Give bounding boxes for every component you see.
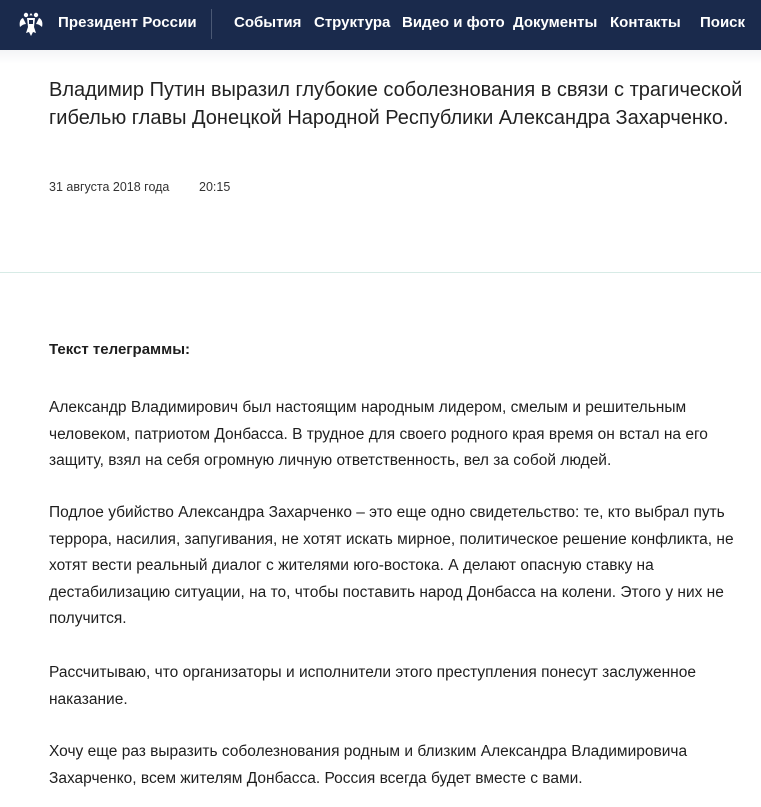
header-shadow	[0, 50, 761, 64]
header-divider	[211, 9, 212, 39]
article-title: Владимир Путин выразил глубокие соболезнования в связи с трагической гибелью главы Донецкой Народной Республики Александра Захарченко.	[49, 79, 743, 129]
article-date: 31 августа 2018 года	[49, 180, 170, 194]
content-divider	[0, 272, 761, 273]
telegram-subheading: Текст телеграммы:	[49, 341, 191, 358]
site-brand-link[interactable]: Президент России	[58, 14, 197, 31]
double-headed-eagle-icon[interactable]	[18, 9, 44, 39]
top-navigation-bar	[0, 0, 761, 50]
nav-item-contacts[interactable]: Контакты	[610, 14, 681, 31]
nav-item-events[interactable]: События	[234, 14, 302, 31]
article-paragraph: Александр Владимирович был настоящим народным лидером, смелым и решительным человеком, патриотом Донбасса. В трудное для своего родного края время он встал на его защиту, взял на себя огромную личную ответственность, вел за собой людей.	[49, 399, 708, 469]
article-paragraph: Подлое убийство Александра Захарченко – это еще одно свидетельство: те, кто выбрал путь террора, насилия, запугивания, не хотят искать мирное, политическое решение конфликта, не хотят вести реальный диалог с жителями юго-востока. А делают опасную ставку на дестабилизацию ситуации, на то, чтобы поставить народ Донбасса на колени. Этого у них не получится.	[49, 504, 734, 627]
article-time: 20:15	[199, 180, 231, 194]
nav-item-documents[interactable]: Документы	[513, 14, 598, 31]
nav-item-video-photo[interactable]: Видео и фото	[402, 14, 505, 31]
article-paragraph: Рассчитываю, что организаторы и исполнители этого преступления понесут заслуженное наказание.	[49, 664, 696, 708]
article-meta	[49, 180, 231, 194]
nav-item-structure[interactable]: Структура	[314, 14, 391, 31]
article-paragraph: Хочу еще раз выразить соболезнования родным и близким Александра Владимировича Захарченко, всем жителям Донбасса. Россия всегда будет вместе с вами.	[49, 743, 688, 787]
nav-item-search[interactable]: Поиск	[700, 14, 746, 31]
